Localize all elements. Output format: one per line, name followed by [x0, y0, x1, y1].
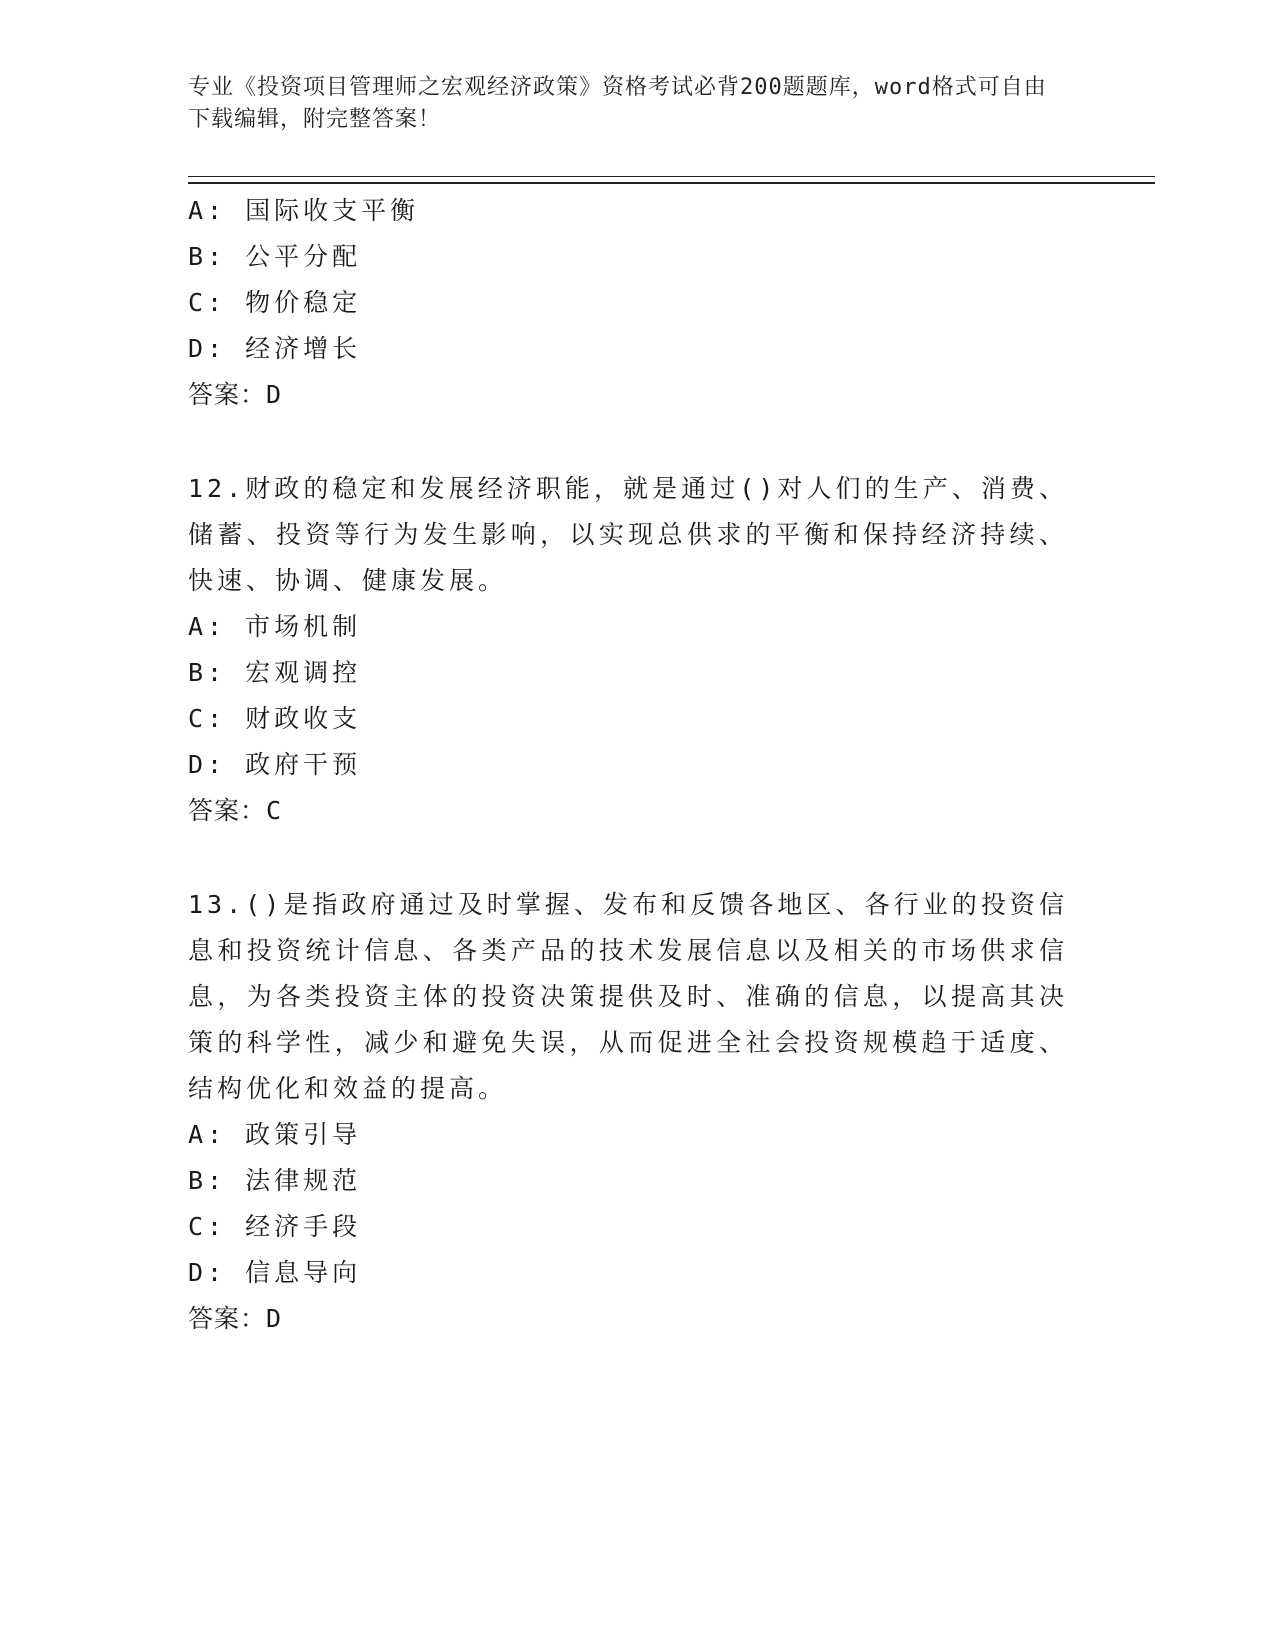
option-d: D: 经济增长 — [188, 334, 362, 363]
option-a: A: 政策引导 — [188, 1120, 362, 1149]
header-divider — [188, 176, 1155, 184]
option-a: A: 市场机制 — [188, 612, 362, 641]
document-body — [188, 188, 1068, 1342]
question-12 — [188, 466, 1068, 834]
option-d: D: 政府干预 — [188, 750, 362, 779]
answer-line: 答案：C — [188, 796, 283, 825]
option-b: B: 宏观调控 — [188, 658, 362, 687]
option-a: A: 国际收支平衡 — [188, 196, 420, 225]
document-header: 专业《投资项目管理师之宏观经济政策》资格考试必背200题题库，word格式可自由下载编辑，附完整答案！ — [188, 75, 1047, 132]
option-d: D: 信息导向 — [188, 1258, 362, 1287]
option-c: C: 物价稳定 — [188, 288, 362, 317]
question-text: 13.()是指政府通过及时掌握、发布和反馈各地区、各行业的投资信息和投资统计信息、各类产品的技术发展信息以及相关的市场供求信息，为各类投资主体的投资决策提供及时、准确的信息，以提高其决策的科学性，减少和避免失误，从而促进全社会投资规模趋于适度、结构优化和效益的提高。 — [188, 890, 1068, 1103]
answer-line: 答案：D — [188, 1304, 283, 1333]
option-b: B: 法律规范 — [188, 1166, 362, 1195]
question-13 — [188, 882, 1068, 1342]
option-b: B: 公平分配 — [188, 242, 362, 271]
option-c: C: 财政收支 — [188, 704, 362, 733]
option-c: C: 经济手段 — [188, 1212, 362, 1241]
question-11 — [188, 188, 1068, 418]
question-text: 12.财政的稳定和发展经济职能，就是通过()对人们的生产、消费、储蓄、投资等行为发生影响，以实现总供求的平衡和保持经济持续、快速、协调、健康发展。 — [188, 474, 1068, 595]
answer-line: 答案：D — [188, 380, 283, 409]
